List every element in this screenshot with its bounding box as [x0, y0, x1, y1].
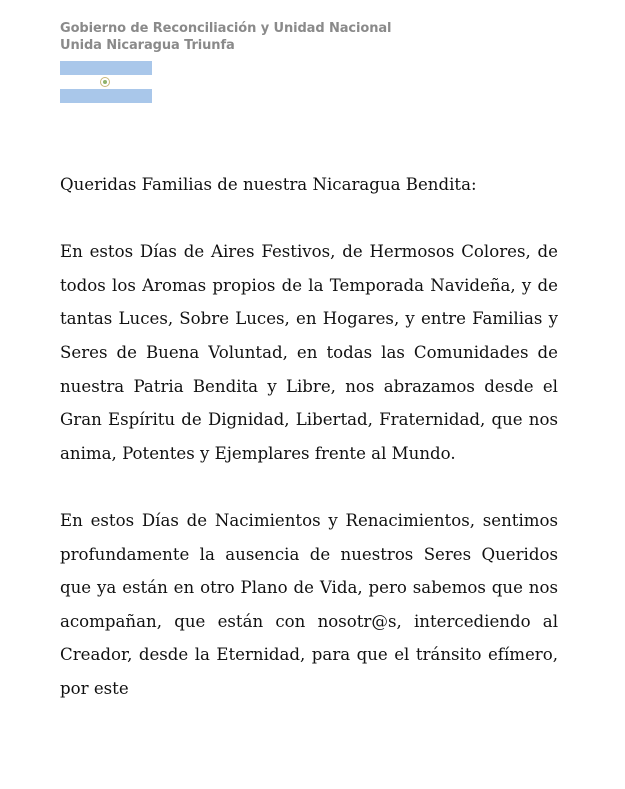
government-slogan: Unida Nicaragua Triunfa [60, 38, 235, 53]
government-name: Gobierno de Reconciliación y Unidad Nacional [60, 21, 392, 36]
nicaragua-flag-icon [60, 61, 152, 103]
flag-top-band [60, 61, 152, 75]
letter-salutation: Queridas Familias de nuestra Nicaragua Bendita: [60, 175, 477, 194]
letterhead [60, 20, 391, 54]
letter-body [60, 168, 558, 739]
flag-bottom-band [60, 89, 152, 103]
letter-paragraph-2: En estos Días de Nacimientos y Renacimientos, sentimos profundamente la ausencia de nuestros Seres Queridos que ya están en otro Plano de Vida, pero sabemos que nos acompañan, que están con nosotr@s, intercediendo al Creador, desde la Eternidad, para que el tránsito efímero, por este [60, 510, 558, 698]
letter-paragraph-1: En estos Días de Aires Festivos, de Hermosos Colores, de todos los Aromas propios de la Temporada Navideña, y de tantas Luces, Sobre Luces, en Hogares, y entre Familias y Seres de Buena Voluntad, en todas las Comunidades de nuestra Patria Bendita y Libre, nos abrazamos desde el Gran Espíritu de Dignidad, Libertad, Fraternidad, que nos anima, Potentes y Ejemplares frente al Mundo. [60, 242, 558, 463]
coat-of-arms-icon [100, 77, 110, 87]
flag-middle-band [60, 75, 152, 89]
